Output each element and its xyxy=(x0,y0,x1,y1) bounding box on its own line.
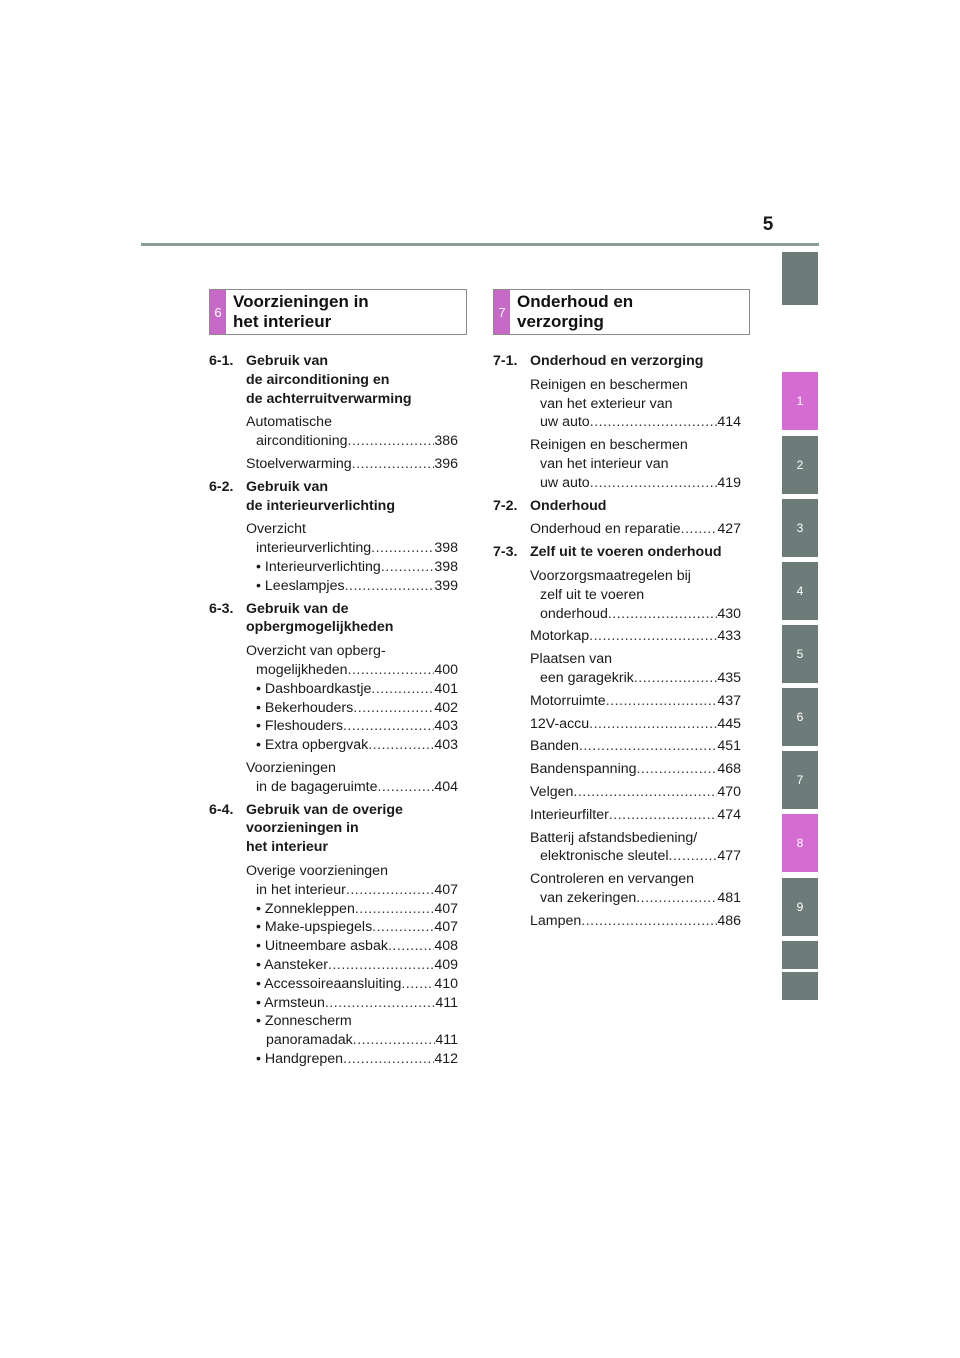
toc-page-number[interactable]: 404 xyxy=(434,778,458,795)
toc-entry-label: Motorkap xyxy=(530,628,590,645)
toc-page-number[interactable]: 408 xyxy=(434,938,458,955)
toc-entry-label: • Fleshouders xyxy=(256,718,343,735)
chapter-tab-9[interactable]: 9 xyxy=(782,878,818,936)
toc-entry-label: • Dashboardkastje xyxy=(256,680,372,697)
toc-line xyxy=(246,539,458,558)
toc-entry[interactable] xyxy=(530,829,741,867)
chapter-tab-blank[interactable] xyxy=(782,941,818,969)
toc-column-right xyxy=(493,352,741,935)
toc-entry-label: elektronische sleutel xyxy=(540,848,669,865)
toc-entry-label: uw auto xyxy=(540,414,590,431)
toc-line xyxy=(246,1050,458,1069)
toc-page-number[interactable]: 403 xyxy=(434,737,458,754)
toc-entry-label: interieurverlichting xyxy=(256,540,372,557)
dot-leader xyxy=(372,918,434,937)
toc-page-number[interactable]: 477 xyxy=(717,848,741,865)
section-title-7: Onderhoud en verzorging xyxy=(517,292,634,331)
dot-leader xyxy=(381,558,435,577)
toc-line xyxy=(530,669,741,688)
toc-entry-label: uw auto xyxy=(540,474,590,491)
dot-leader xyxy=(634,669,717,688)
dot-leader xyxy=(355,900,434,919)
dot-leader xyxy=(348,661,435,680)
toc-page-number[interactable]: 411 xyxy=(435,994,458,1011)
chapter-tab-1[interactable]: 1 xyxy=(782,372,818,430)
toc-line xyxy=(246,680,458,699)
toc-subsection[interactable] xyxy=(493,497,741,516)
dot-leader xyxy=(401,975,434,994)
toc-entry[interactable] xyxy=(530,376,741,432)
toc-entry[interactable] xyxy=(246,413,458,451)
header-rule xyxy=(141,243,819,246)
toc-page-number[interactable]: 398 xyxy=(434,540,458,557)
dot-leader xyxy=(590,413,718,432)
toc-entry[interactable] xyxy=(530,806,741,825)
toc-line xyxy=(246,736,458,755)
toc-line xyxy=(530,413,741,432)
toc-entry-label: • Leeslampjes xyxy=(256,577,345,594)
toc-line xyxy=(530,376,741,395)
toc-entry-label: Overige voorzieningen xyxy=(246,862,388,879)
toc-line xyxy=(530,806,741,825)
dot-leader xyxy=(637,760,718,779)
toc-entry-label: • Armsteun xyxy=(256,994,325,1011)
toc-line xyxy=(530,650,741,669)
toc-page-number[interactable]: 437 xyxy=(717,692,741,709)
toc-entry-label: • Handgrepen xyxy=(256,1050,344,1067)
toc-page-number[interactable]: 403 xyxy=(434,718,458,735)
dot-leader xyxy=(371,680,434,699)
toc-page-number[interactable]: 433 xyxy=(717,628,741,645)
toc-entry-label: Bandenspanning xyxy=(530,761,637,778)
toc-entry-label: Voorzorgsmaatregelen bij xyxy=(530,567,691,584)
toc-entry-label: Lampen xyxy=(530,912,582,929)
toc-page-number[interactable]: 474 xyxy=(717,806,741,823)
toc-page-number[interactable]: 407 xyxy=(434,881,458,898)
toc-entry-label: onderhoud xyxy=(540,605,608,622)
toc-entry-label: Interieurfilter xyxy=(530,806,609,823)
dot-leader xyxy=(669,847,718,866)
toc-entry[interactable] xyxy=(530,783,741,802)
toc-line xyxy=(530,436,741,455)
toc-line xyxy=(530,520,741,539)
toc-entry[interactable] xyxy=(530,650,741,688)
toc-entry-label: Banden xyxy=(530,738,579,755)
dot-leader xyxy=(346,881,434,900)
toc-line xyxy=(246,759,458,778)
subsection-title: Onderhoud xyxy=(530,497,607,514)
dot-leader xyxy=(609,806,717,825)
dot-leader xyxy=(343,1050,434,1069)
toc-line xyxy=(246,937,458,956)
toc-page-number[interactable]: 386 xyxy=(434,433,458,450)
toc-entry[interactable] xyxy=(530,567,741,623)
toc-entry[interactable] xyxy=(246,455,458,474)
section-title-6: Voorzieningen in het interieur xyxy=(233,292,369,331)
toc-entry-label: Voorzieningen xyxy=(246,759,336,776)
dot-leader xyxy=(590,474,718,493)
toc-line xyxy=(530,889,741,908)
toc-entry-label: • Zonnekleppen xyxy=(256,900,355,917)
toc-column-left xyxy=(209,352,458,1073)
dot-leader xyxy=(589,627,717,646)
subsection-number: 6-3. xyxy=(209,600,234,617)
dot-leader xyxy=(368,736,434,755)
toc-page-number[interactable]: 481 xyxy=(717,889,741,906)
toc-subsection[interactable] xyxy=(209,801,458,857)
dot-leader xyxy=(581,912,717,931)
toc-page-number[interactable]: 400 xyxy=(434,661,458,678)
chapter-tab-7[interactable]: 7 xyxy=(782,751,818,809)
toc-entry[interactable] xyxy=(530,870,741,908)
toc-entry[interactable] xyxy=(530,912,741,931)
toc-entry-label: Velgen xyxy=(530,783,574,800)
toc-entry[interactable] xyxy=(246,759,458,797)
chapter-tab-2[interactable]: 2 xyxy=(782,436,818,494)
toc-page-number[interactable]: 398 xyxy=(434,558,458,575)
dot-leader xyxy=(377,778,434,797)
subsection-number: 6-4. xyxy=(209,801,234,818)
toc-entry[interactable] xyxy=(246,520,458,595)
toc-page-number[interactable]: 445 xyxy=(717,715,741,732)
toc-line xyxy=(530,605,741,624)
toc-entry-label: een garagekrik xyxy=(540,669,634,686)
toc-line xyxy=(530,783,741,802)
toc-entry-label: Stoelverwarming xyxy=(246,455,352,472)
toc-entry-label: • Zonnescherm xyxy=(256,1013,352,1030)
toc-line xyxy=(530,474,741,493)
toc-line xyxy=(246,699,458,718)
toc-line xyxy=(246,881,458,900)
toc-entry-label: van het exterieur van xyxy=(540,395,673,412)
dot-leader xyxy=(348,432,435,451)
subsection-number: 6-1. xyxy=(209,353,234,369)
toc-entry-label: Reinigen en beschermen xyxy=(530,437,688,454)
toc-page-number[interactable]: 451 xyxy=(717,738,741,755)
toc-page-number[interactable]: 402 xyxy=(434,699,458,716)
toc-entry-label: in de bagageruimte xyxy=(256,778,378,795)
toc-entry-label: • Interieurverlichting xyxy=(256,558,381,575)
subsection-title: Zelf uit te voeren onderhoud xyxy=(530,544,722,561)
toc-page-number[interactable]: 486 xyxy=(717,912,741,929)
toc-line xyxy=(530,586,741,605)
toc-line xyxy=(246,918,458,937)
toc-line xyxy=(530,870,741,889)
dot-leader xyxy=(353,699,434,718)
toc-line xyxy=(246,520,458,539)
toc-line xyxy=(530,847,741,866)
subsection-number: 7-1. xyxy=(493,353,518,369)
toc-line xyxy=(530,627,741,646)
toc-entry[interactable] xyxy=(530,436,741,492)
toc-entry-label: Motorruimte xyxy=(530,692,606,709)
toc-line xyxy=(246,975,458,994)
toc-page-number[interactable]: 409 xyxy=(434,956,458,973)
toc-line xyxy=(246,862,458,881)
toc-entry-label: Controleren en vervangen xyxy=(530,871,695,888)
subsection-number: 7-3. xyxy=(493,544,518,561)
toc-line xyxy=(246,413,458,432)
subsection-number: 6-2. xyxy=(209,478,234,495)
toc-page-number[interactable]: 414 xyxy=(717,414,741,431)
section-number-7: 7 xyxy=(494,290,510,334)
toc-line xyxy=(246,1012,458,1031)
toc-entry[interactable] xyxy=(246,642,458,755)
chapter-tab-5[interactable]: 5 xyxy=(782,625,818,683)
subsection-title: Gebruik van de overige voorzieningen in het interieur xyxy=(246,801,403,856)
toc-entry-label: • Uitneembare asbak xyxy=(256,938,388,955)
subsection-title: Gebruik van de opbergmogelijkheden xyxy=(246,600,394,636)
toc-entry-label: Automatische xyxy=(246,414,332,431)
toc-line xyxy=(246,642,458,661)
toc-subsection[interactable] xyxy=(493,543,741,562)
toc-entry[interactable] xyxy=(530,760,741,779)
section-number-6: 6 xyxy=(210,290,226,334)
dot-leader xyxy=(352,455,435,474)
toc-page-number[interactable]: 410 xyxy=(434,975,458,992)
toc-line xyxy=(530,760,741,779)
chapter-tab-4[interactable]: 4 xyxy=(782,562,818,620)
toc-line xyxy=(246,994,458,1013)
toc-page-number[interactable]: 435 xyxy=(717,669,741,686)
subsection-title: Onderhoud en verzorging xyxy=(530,353,704,369)
toc-entry-label: • Aansteker xyxy=(256,956,329,973)
toc-entry-label: Overzicht van opberg- xyxy=(246,643,386,660)
toc-entry-label: • Extra opbergvak xyxy=(256,737,369,754)
toc-line xyxy=(246,956,458,975)
section-header-7 xyxy=(493,289,750,335)
dot-leader xyxy=(606,692,718,711)
toc-line xyxy=(530,912,741,931)
subsection-number: 7-2. xyxy=(493,497,518,514)
dot-leader xyxy=(589,715,717,734)
toc-page-number[interactable]: 401 xyxy=(434,680,458,697)
dot-leader xyxy=(328,956,434,975)
toc-line xyxy=(246,1031,458,1050)
dot-leader xyxy=(345,577,435,596)
toc-line xyxy=(246,717,458,736)
toc-page-number[interactable]: 419 xyxy=(717,474,741,491)
toc-page-number[interactable]: 430 xyxy=(717,605,741,622)
toc-subsection[interactable] xyxy=(209,478,458,516)
toc-page-number[interactable]: 399 xyxy=(434,577,458,594)
dot-leader xyxy=(325,994,436,1013)
chapter-tab-blank[interactable] xyxy=(782,972,818,1000)
toc-line xyxy=(530,737,741,756)
toc-line xyxy=(530,829,741,848)
toc-line xyxy=(246,432,458,451)
dot-leader xyxy=(579,737,717,756)
toc-page-number[interactable]: 468 xyxy=(717,761,741,778)
toc-line xyxy=(246,778,458,797)
toc-subsection[interactable] xyxy=(209,352,458,408)
toc-page-number[interactable]: 470 xyxy=(717,783,741,800)
toc-entry[interactable] xyxy=(530,692,741,711)
toc-page-number[interactable]: 412 xyxy=(434,1050,458,1067)
toc-entry-label: mogelijkheden xyxy=(256,661,348,678)
dot-leader xyxy=(371,539,434,558)
toc-line xyxy=(530,567,741,586)
toc-page-number[interactable]: 396 xyxy=(434,455,458,472)
toc-entry-label: in het interieur xyxy=(256,881,346,898)
toc-line xyxy=(530,455,741,474)
toc-entry-label: Onderhoud en reparatie xyxy=(530,521,681,538)
toc-subsection[interactable] xyxy=(209,600,458,638)
toc-entry-label: • Make-upspiegels xyxy=(256,919,373,936)
dot-leader xyxy=(573,783,717,802)
toc-entry-label: • Bekerhouders xyxy=(256,699,354,716)
dot-leader xyxy=(681,520,718,539)
dot-leader xyxy=(608,605,717,624)
toc-line xyxy=(530,715,741,734)
toc-entry[interactable] xyxy=(530,737,741,756)
toc-line xyxy=(530,692,741,711)
page-number: 5 xyxy=(762,214,774,235)
toc-page-number[interactable]: 407 xyxy=(434,900,458,917)
dot-leader xyxy=(636,889,717,908)
toc-entry[interactable] xyxy=(530,627,741,646)
toc-subsection[interactable] xyxy=(493,352,741,371)
chapter-tab-8[interactable]: 8 xyxy=(782,814,818,872)
toc-entry-label: zelf uit te voeren xyxy=(540,586,645,603)
toc-entry[interactable] xyxy=(246,862,458,1069)
toc-page-number[interactable]: 411 xyxy=(435,1032,458,1049)
toc-line xyxy=(246,558,458,577)
toc-entry[interactable] xyxy=(530,715,741,734)
dot-leader xyxy=(343,717,434,736)
dot-leader xyxy=(388,937,434,956)
chapter-tab-blank[interactable] xyxy=(782,252,818,305)
toc-entry-label: airconditioning xyxy=(256,433,348,450)
chapter-tab-6[interactable]: 6 xyxy=(782,688,818,746)
toc-line xyxy=(246,661,458,680)
toc-entry[interactable] xyxy=(530,520,741,539)
subsection-title: Gebruik van de airconditioning en de achterruitverwarming xyxy=(246,353,412,407)
toc-line xyxy=(530,395,741,414)
toc-page-number[interactable]: 407 xyxy=(434,919,458,936)
toc-entry-label: van zekeringen xyxy=(540,889,637,906)
subsection-title: Gebruik van de interieurverlichting xyxy=(246,478,396,514)
section-header-6 xyxy=(209,289,467,335)
chapter-tab-3[interactable]: 3 xyxy=(782,499,818,557)
toc-line xyxy=(246,577,458,596)
toc-entry-label: Reinigen en beschermen xyxy=(530,376,688,393)
toc-entry-label: Batterij afstandsbediening/ xyxy=(530,829,698,846)
dot-leader xyxy=(353,1031,436,1050)
toc-entry-label: Plaatsen van xyxy=(530,651,613,668)
toc-entry-label: Overzicht xyxy=(246,521,306,538)
toc-line xyxy=(246,455,458,474)
toc-entry-label: panoramadak xyxy=(266,1032,353,1049)
toc-entry-label: • Accessoireaansluiting xyxy=(256,975,402,992)
toc-entry-label: 12V-accu xyxy=(530,715,590,732)
toc-entry-label: van het interieur van xyxy=(540,455,669,472)
toc-line xyxy=(246,900,458,919)
toc-page-number[interactable]: 427 xyxy=(717,521,741,538)
